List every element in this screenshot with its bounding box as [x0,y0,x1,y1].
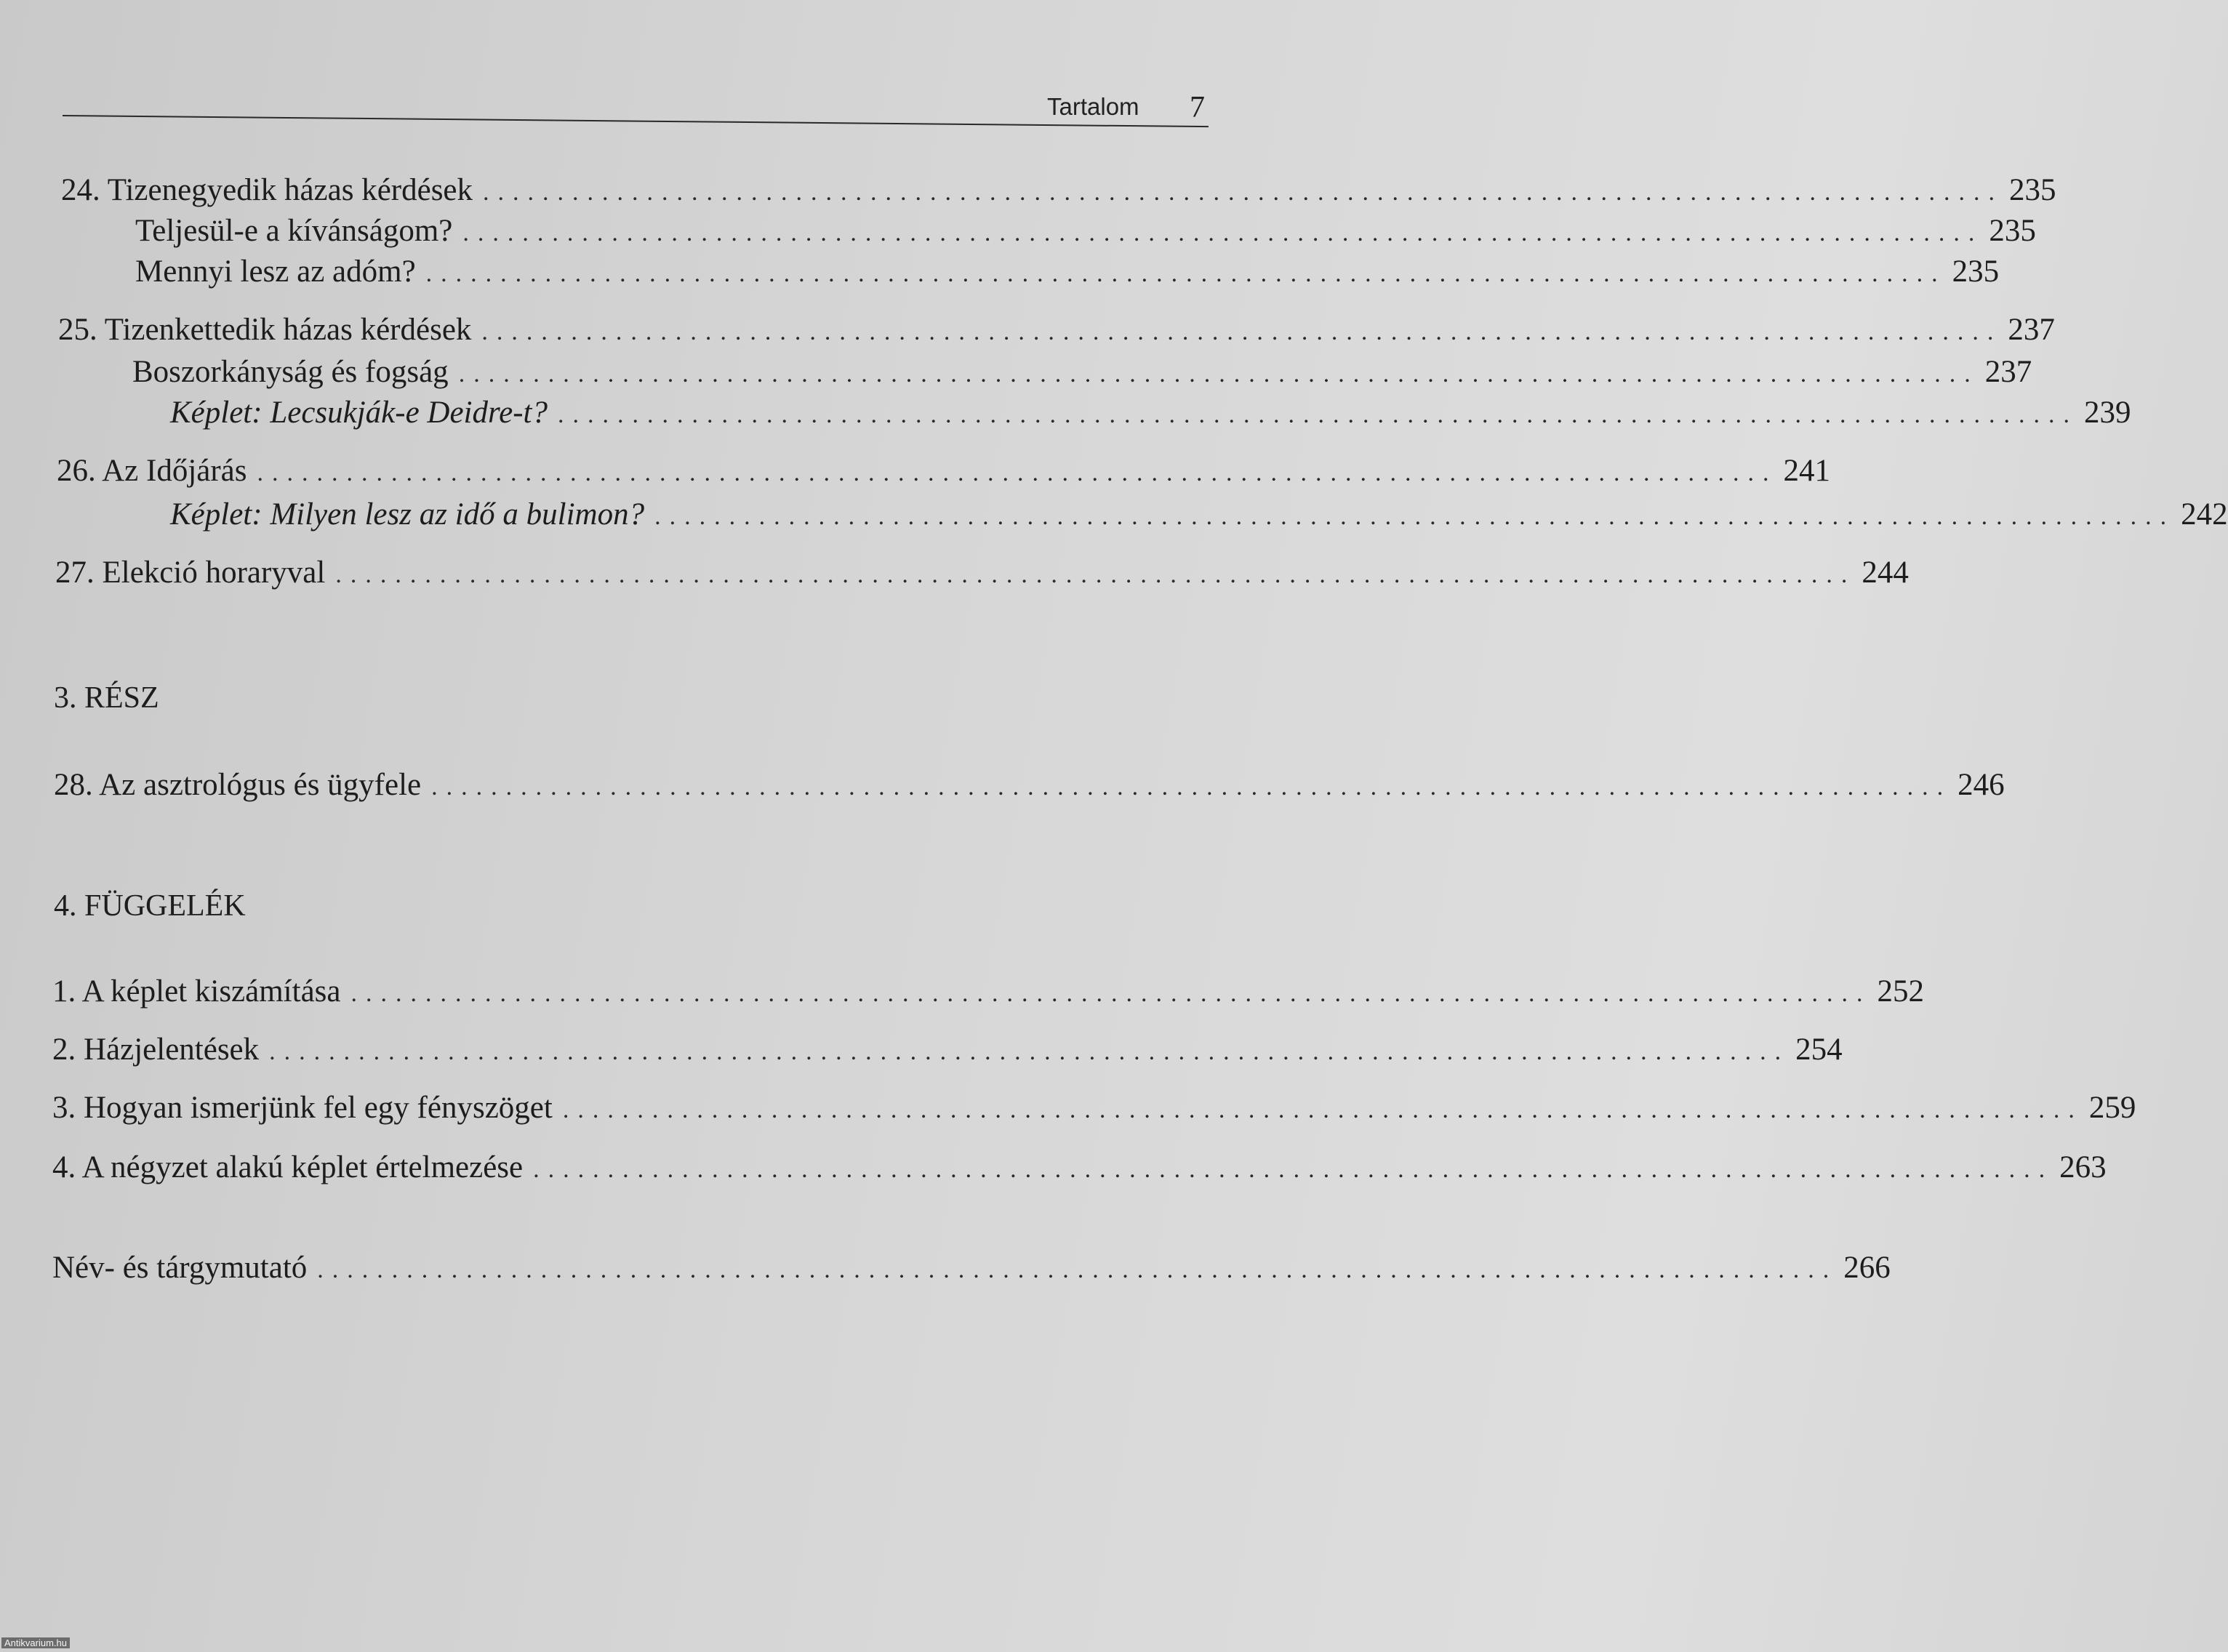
dot-leader: ...................................................................................................... [317,1256,1838,1283]
toc-entry-25 [58,311,2055,351]
toc-entry-page: 237 [1984,355,2032,389]
toc-entry-label: 26. Az Időjárás [57,454,247,488]
toc-entry-28 [54,766,2005,806]
toc-subentry [135,253,2000,293]
toc-entry-label: 2. Házjelentések [52,1032,260,1067]
toc-appendix-entry [52,1031,1843,1071]
dot-leader: ...................................................................................................... [350,980,1872,1007]
toc-entry-page: 252 [1877,974,1924,1009]
toc-entry-label: 1. A képlet kiszámítása [52,974,341,1009]
toc-figure-entry [170,496,2228,536]
toc-subentry [135,212,2036,252]
dot-leader: ...................................................................................................... [458,361,1979,388]
toc-entry-page: 239 [2083,396,2131,430]
toc-entry-label: Teljesül-e a kívánságom? [135,214,453,248]
dot-leader: ...................................................................................................... [462,220,1984,246]
toc-entry-27 [55,554,1909,594]
toc-appendix-entry [52,1089,2136,1129]
toc-entry-label: 28. Az asztrológus és ügyfele [54,768,422,802]
toc-entry-label: 24. Tizenegyedik házas kérdések [61,173,473,207]
dot-leader: ...................................................................................................... [562,1096,2083,1123]
toc-subentry [132,353,2032,393]
dot-leader: ...................................................................................................... [481,318,2003,345]
header-rule [63,115,1209,127]
toc-entry-label: Képlet: Lecsukják-e Deidre-t? [170,396,548,430]
toc-entry-page: 246 [1957,768,2005,802]
dot-leader: ...................................................................................................... [431,774,1952,801]
toc-entry-page: 266 [1843,1251,1891,1285]
toc-figure-entry [170,394,2131,434]
toc-entry-page: 263 [2059,1150,2107,1184]
toc-entry-label: Név- és tárgymutató [52,1251,308,1285]
toc-entry-label: Képlet: Milyen lesz az idő a bulimon? [170,497,645,532]
dot-leader: ...................................................................................................... [557,401,2078,428]
toc-entry-page: 237 [2008,313,2055,347]
part-heading: 3. RÉSZ [54,681,159,715]
toc-entry-label: 4. A négyzet alakú képlet értelmezése [52,1150,524,1184]
toc-entry-label: Boszorkányság és fogság [132,355,449,389]
appendix-heading: 4. FÜGGELÉK [54,889,246,923]
toc-appendix-entry [52,973,1924,1013]
toc-index-entry [52,1249,1891,1289]
dot-leader: ...................................................................................................... [654,503,2176,530]
dot-leader: ...................................................................................................... [257,460,1778,486]
toc-entry-26 [57,452,1831,492]
watermark: Antikvarium.hu [1,1637,70,1648]
toc-entry-page: 235 [2009,173,2056,207]
toc-entry-page: 244 [1862,556,1909,590]
toc-entry-label: 27. Elekció horaryval [55,556,326,590]
toc-entry-page: 241 [1783,454,1831,488]
dot-leader: ...................................................................................................... [269,1038,1790,1065]
dot-leader: ...................................................................................................... [335,561,1856,588]
dot-leader: ...................................................................................................... [483,179,2004,206]
toc-entry-page: 235 [1952,254,2000,289]
toc-appendix-entry [52,1149,2107,1189]
toc-entry-page: 242 [2181,497,2228,532]
toc-entry-24 [61,172,2056,212]
running-head: Tartalom [1047,93,1139,120]
toc-entry-page: 254 [1795,1032,1843,1067]
dot-leader: ...................................................................................................... [533,1156,2054,1183]
dot-leader: ...................................................................................................... [425,260,1947,287]
toc-entry-label: Mennyi lesz az adóm? [135,254,416,289]
toc-entry-page: 235 [1989,214,2036,248]
toc-entry-page: 259 [2088,1091,2136,1125]
toc-entry-label: 25. Tizenkettedik házas kérdések [58,313,472,347]
toc-entry-label: 3. Hogyan ismerjünk fel egy fényszöget [52,1091,553,1125]
page-number: 7 [1190,91,1205,124]
